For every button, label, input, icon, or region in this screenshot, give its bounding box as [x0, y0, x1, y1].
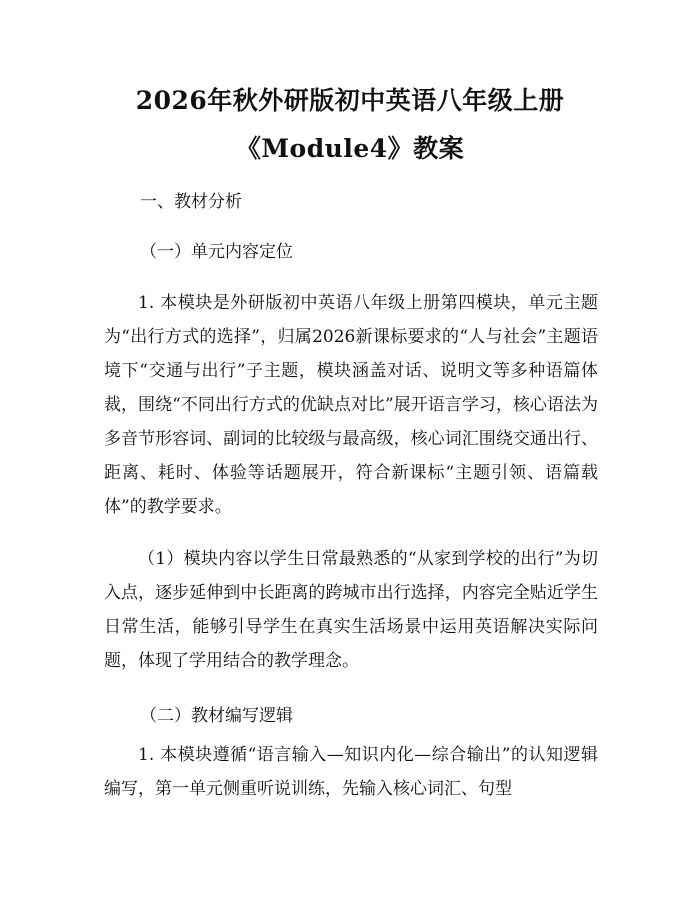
document-title-line2: 《Module4》教案 — [235, 134, 465, 163]
section-heading-teaching-material-analysis: 一、教材分析 — [140, 192, 242, 212]
paragraph-module-overview: 1. 本模块是外研版初中英语八年级上册第四模块，单元主题为“出行方式的选择”，归属2026新课标要求的“人与社会”主题语境下“交通与出行”子主题，模块涵盖对话、说明文等多种语篇体裁，围绕“不同出行方式的优缺点对比”展开语言学习，核心语法为多音节形容词、副词的比较级与最高级，核心词汇围绕交通出行、距离、耗时、体验等话题展开，符合新课标“主题引领、语篇载体”的教学要求。 — [104, 293, 598, 517]
subsection-heading-editing-logic: （二）教材编写逻辑 — [140, 706, 293, 726]
document-title-line1: 2026年秋外研版初中英语八年级上册 — [135, 86, 565, 115]
paragraph-editing-logic: 1. 本模块遵循“语言输入—知识内化—综合输出”的认知逻辑编写，第一单元侧重听说训练，先输入核心词汇、句型 — [104, 745, 598, 799]
subsection-heading-unit-positioning: （一）单元内容定位 — [140, 242, 293, 262]
paragraph-module-content: （1）模块内容以学生日常最熟悉的“从家到学校的出行”为切入点，逐步延伸到中长距离的跨城市出行选择，内容完全贴近学生日常生活，能够引导学生在真实生活场景中运用英语解决实际问题，体现了学用结合的教学理念。 — [104, 549, 598, 671]
